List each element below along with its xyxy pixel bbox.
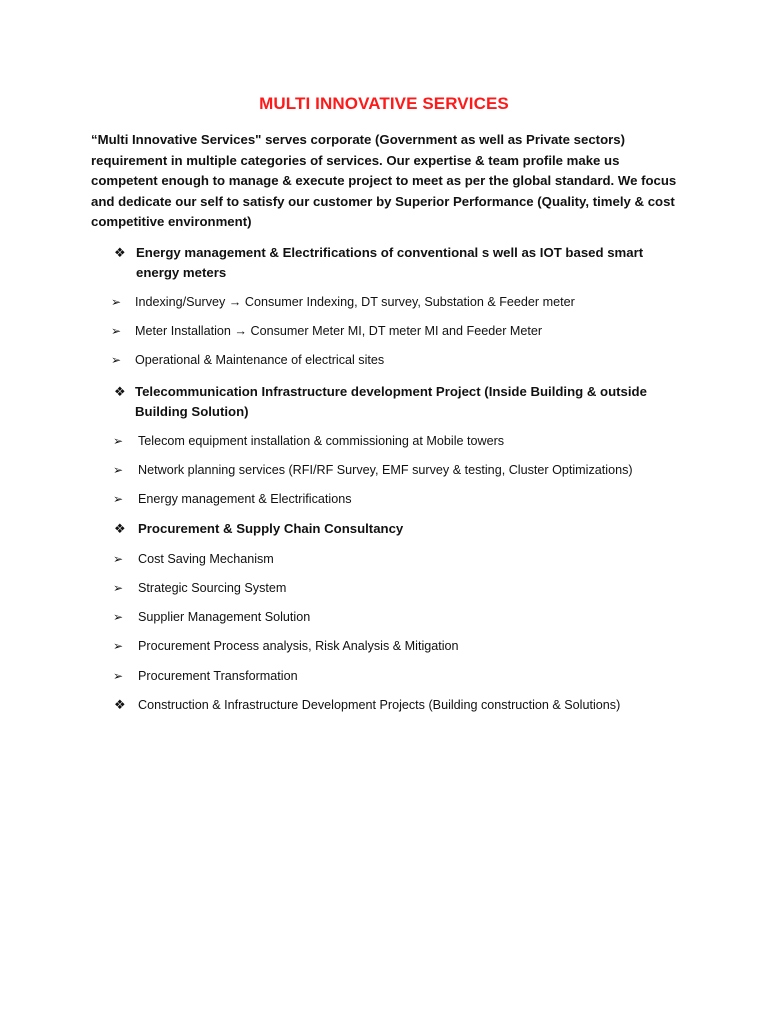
list-item-label: Telecommunication Infrastructure development Project (Inside Building & outside Building Solution) [135, 384, 647, 419]
list-item-label: Cost Saving Mechanism [138, 552, 274, 566]
page-title: MULTI INNOVATIVE SERVICES [259, 94, 509, 113]
diamond-bullet-icon: ❖ [114, 521, 126, 536]
arrow-bullet-icon: ➢ [113, 610, 124, 624]
diamond-bullet-icon: ❖ [114, 245, 126, 260]
list-item-label: Energy management & Electrifications of conventional s well as IOT based smart energy meters [136, 245, 644, 280]
list-item-label: Procurement Process analysis, Risk Analysis & Mitigation [138, 639, 459, 653]
arrow-bullet-icon: ➢ [113, 669, 124, 683]
arrow-bullet-icon: ➢ [111, 295, 122, 309]
arrow-bullet-icon: ➢ [113, 463, 124, 477]
list-item-label: Construction & Infrastructure Development Projects (Building construction & Solutions) [138, 698, 621, 712]
arrow-bullet-icon: ➢ [111, 324, 122, 338]
list-item-label: Procurement & Supply Chain Consultancy [138, 521, 404, 536]
intro-paragraph: “Multi Innovative Services" serves corporate (Government as well as Private sectors) requirement in multiple categories of services. Our expertise & team profile make us competent enough to manage & execute project to meet as per the global standard. We focus and dedicate our self to satisfy our customer by Superior Performance (Quality, timely & cost competitive environment) [91, 132, 677, 229]
diamond-bullet-icon: ❖ [114, 384, 126, 399]
arrow-bullet-icon: ➢ [113, 639, 124, 653]
list-item-label: Network planning services (RFI/RF Survey, EMF survey & testing, Cluster Optimizations) [138, 463, 633, 477]
list-item-label: Telecom equipment installation & commissioning at Mobile towers [138, 434, 505, 448]
arrow-bullet-icon: ➢ [113, 434, 124, 448]
list-item-label: Energy management & Electrifications [138, 492, 352, 506]
list-item-label: Supplier Management Solution [138, 610, 311, 624]
arrow-bullet-icon: ➢ [113, 581, 124, 595]
list-item-label: Strategic Sourcing System [138, 581, 287, 595]
diamond-bullet-icon: ❖ [114, 697, 126, 712]
arrow-bullet-icon: ➢ [111, 353, 122, 367]
list-item-label: Meter Installation → Consumer Meter MI, DT meter MI and Feeder Meter [135, 324, 543, 338]
list-item-label: Operational & Maintenance of electrical sites [135, 353, 385, 367]
list-item-label: Procurement Transformation [138, 669, 298, 683]
arrow-bullet-icon: ➢ [113, 552, 124, 566]
arrow-bullet-icon: ➢ [113, 492, 124, 506]
list-item-label: Indexing/Survey → Consumer Indexing, DT survey, Substation & Feeder meter [135, 295, 575, 309]
